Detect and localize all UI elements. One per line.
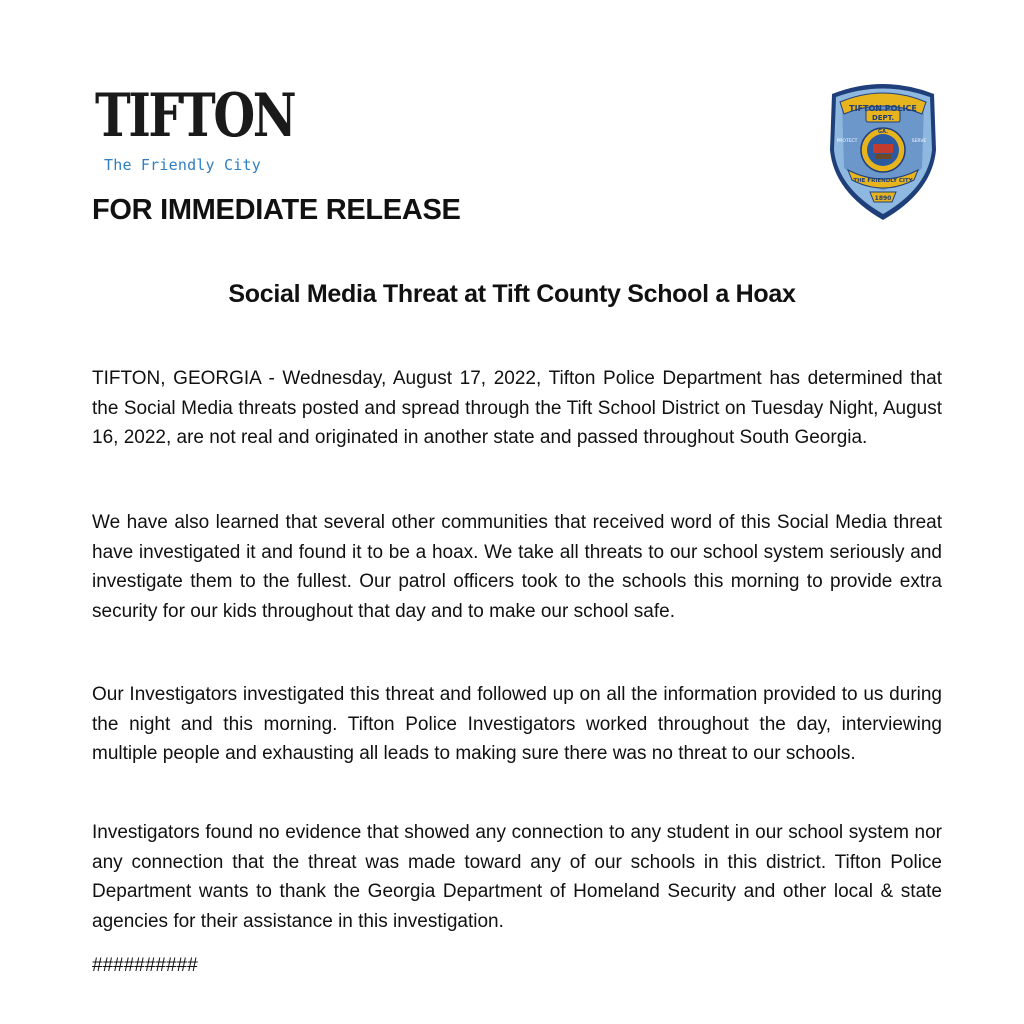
- badge-seal-emblem: [873, 144, 893, 153]
- press-release-headline: Social Media Threat at Tift County School a Hoax: [228, 280, 796, 308]
- badge-right-text: SERVE: [911, 139, 927, 144]
- paragraph-4: Investigators found no evidence that showed any connection to any student in our school system nor any connection that the threat was made toward any of our schools in this district. Tifton Police Department wants to thank the Georgia Department of Homeland Security and other local & state agencies for their assistance in this investigation.: [92, 822, 942, 932]
- logo-wordmark: TIFTON: [95, 81, 295, 151]
- paragraph-3: Our Investigators investigated this threat and followed up on all the information provided to us during the night and this morning. Tifton Police Investigators worked throughout the day, interviewing multiple people and exhausting all leads to making sure there was no threat to our schools.: [92, 684, 942, 764]
- logo-tagline: The Friendly City: [104, 156, 261, 174]
- end-of-release-mark: ##########: [92, 955, 198, 976]
- badge-top-text: TIFTON POLICE: [849, 104, 917, 113]
- badge-year-text: 1890: [874, 195, 892, 202]
- release-label: FOR IMMEDIATE RELEASE: [92, 194, 461, 226]
- badge-left-text: PROTECT: [836, 139, 858, 144]
- badge-bottom-text: THE FRIENDLY CITY: [853, 178, 913, 184]
- badge-dept-text: DEPT.: [871, 114, 895, 122]
- police-badge: [826, 80, 940, 222]
- badge-seal-emblem-base: [875, 154, 891, 159]
- paragraph-2: We have also learned that several other communities that received word of this Social Media threat have investigated it and found it to be a hoax. We take all threats to our school system seriously and investigate them to the fullest. Our patrol officers took to the schools this morning to provide extra security for our kids throughout that day and to make our school safe.: [92, 512, 942, 622]
- tifton-city-logo: [95, 81, 295, 179]
- paragraph-1: TIFTON, GEORGIA - Wednesday, August 17, 2022, Tifton Police Department has determined that the Social Media threats posted and spread through the Tift School District on Tuesday Night, August 16, 2022, are not real and originated in another state and passed throughout South Georgia.: [92, 368, 942, 448]
- badge-state-text: GA.: [878, 129, 888, 135]
